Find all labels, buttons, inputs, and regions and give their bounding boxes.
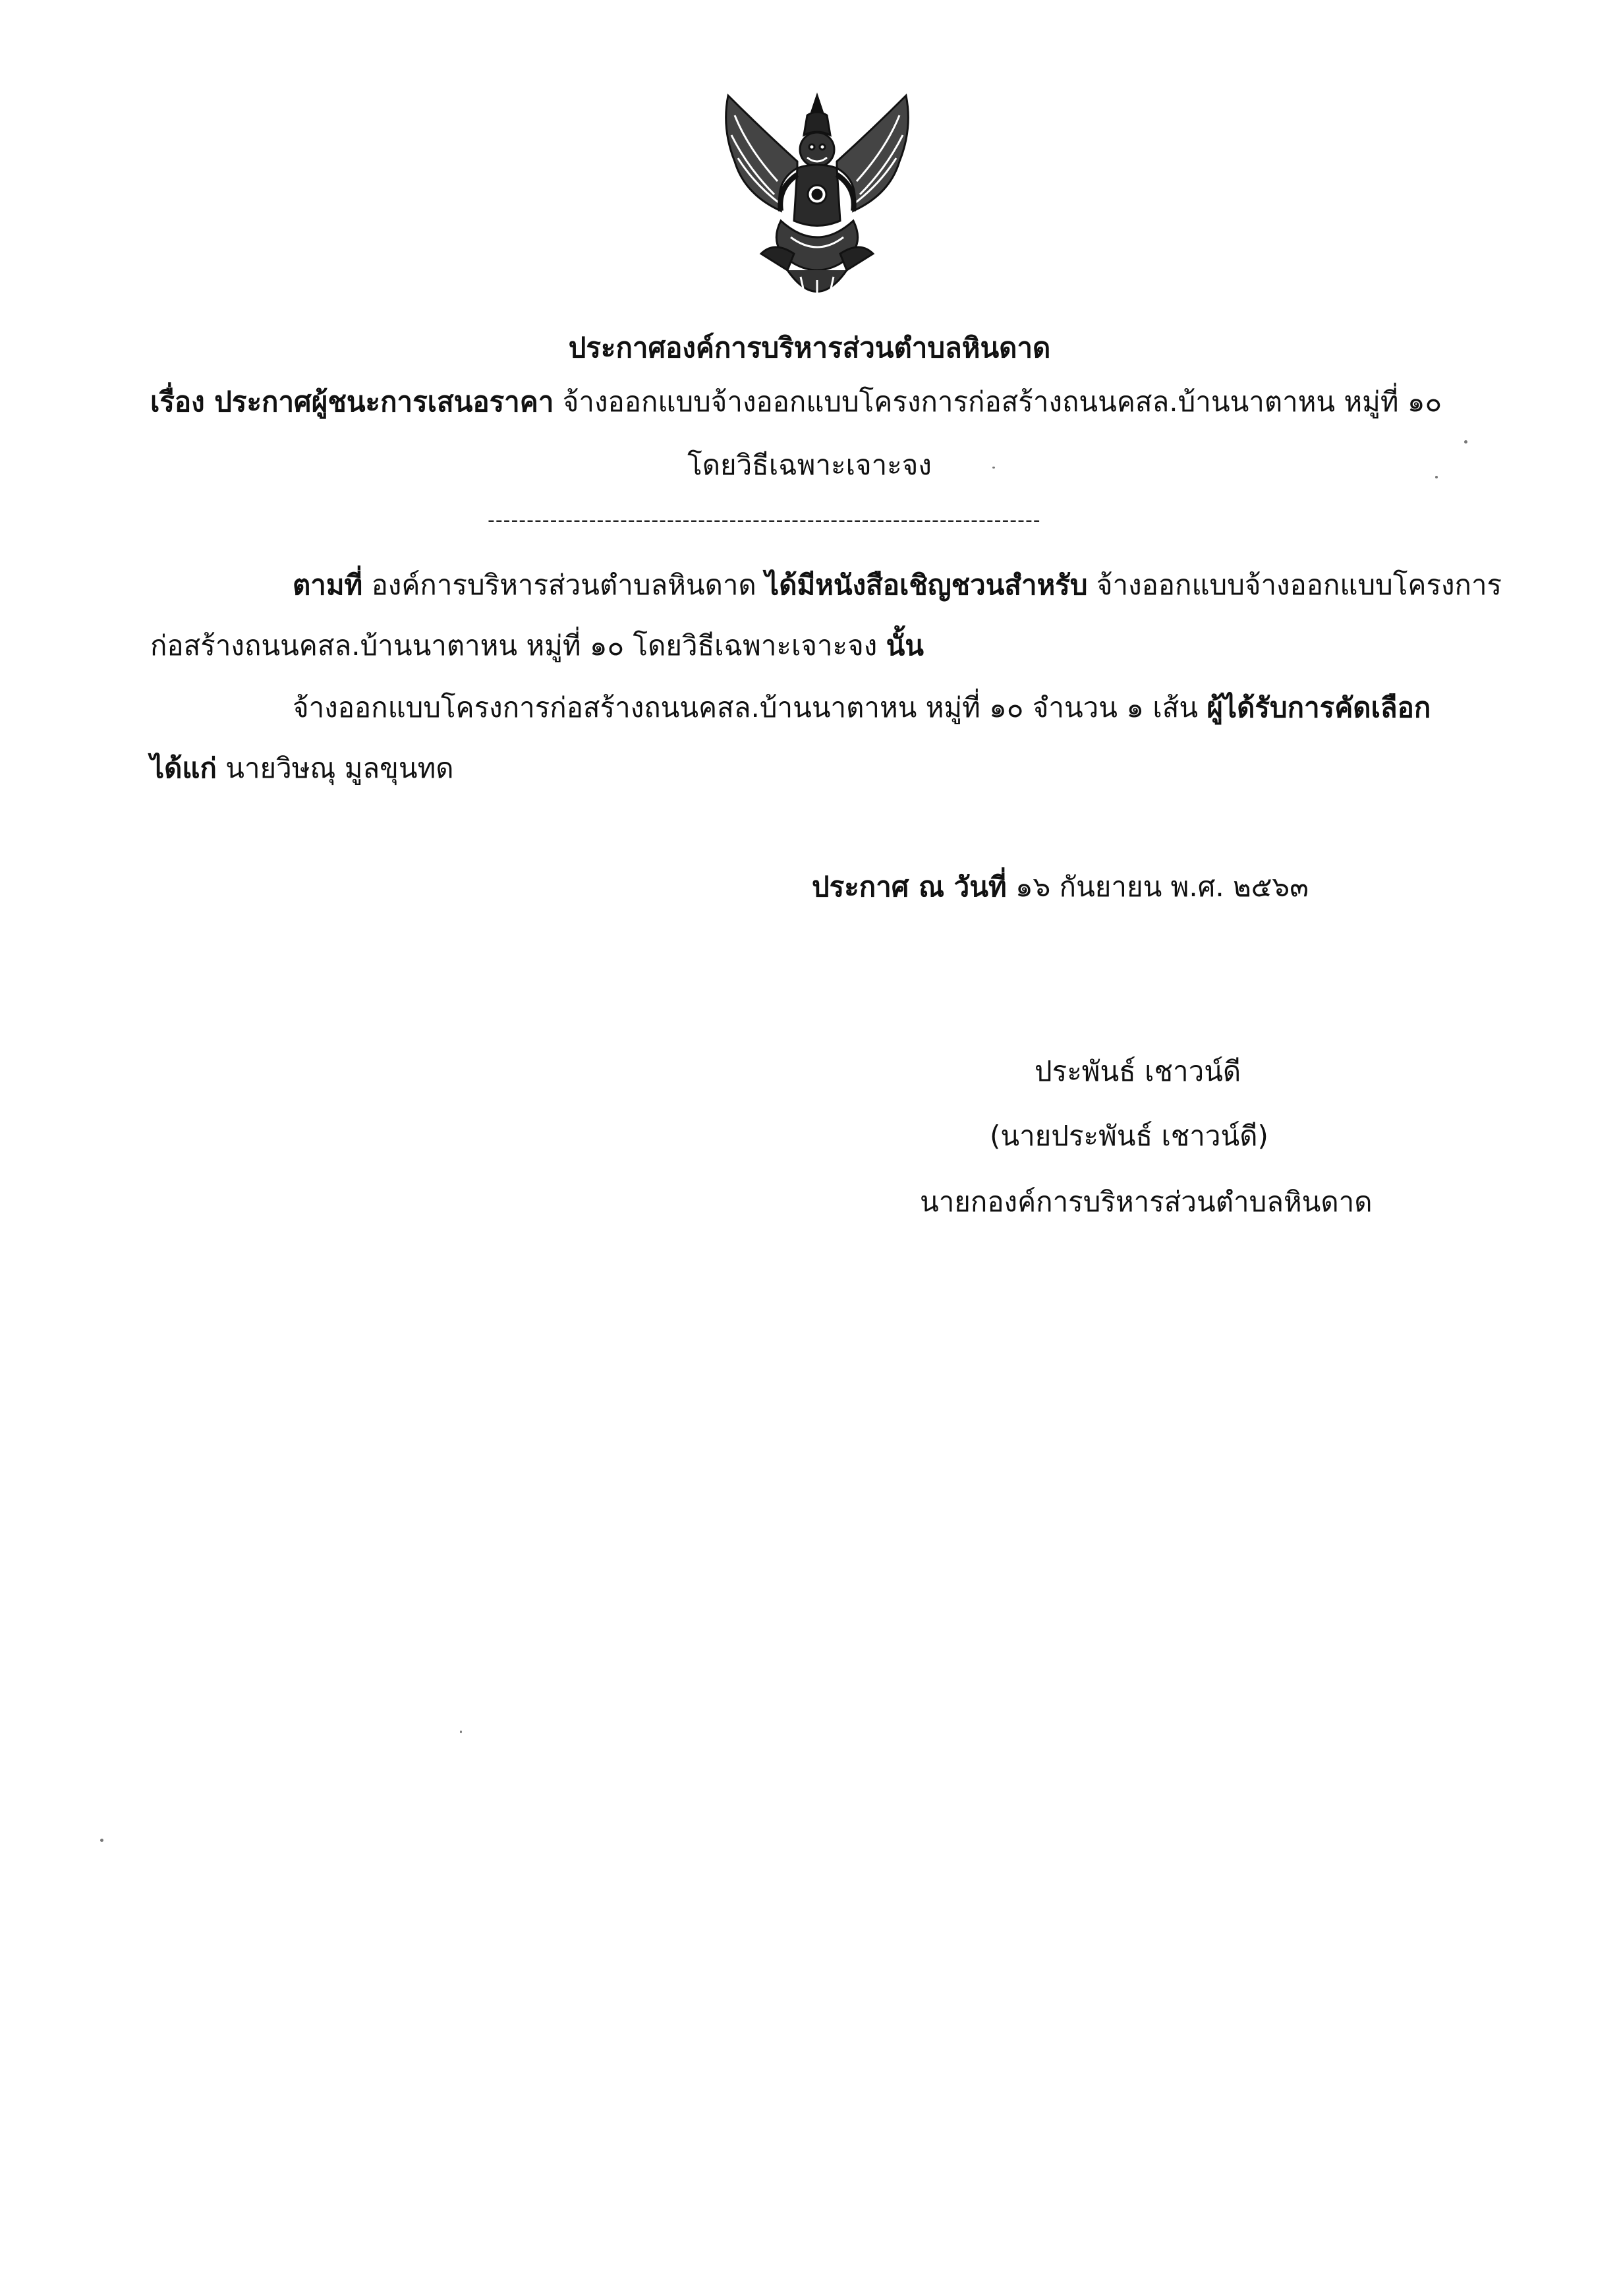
announcement-date (812, 867, 1309, 907)
scan-speck (1435, 476, 1438, 478)
signature-position: นายกองค์การบริหารส่วนตำบลหินดาด (920, 1186, 1373, 1218)
paragraph-2-line-1 (293, 688, 1431, 728)
p1-line2-text: ก่อสร้างถนนคสล.บ้านนาตาหน หมู่ที่ ๑๐ โดยวิธีเฉพาะเจาะจง (150, 629, 886, 662)
p1-text-2: จ้างออกแบบจ้างออกแบบโครงการ (1087, 569, 1502, 601)
p2-bold: ผู้ได้รับการคัดเลือก (1207, 691, 1431, 724)
subject-text: จ้างออกแบบจ้างออกแบบโครงการก่อสร้างถนนคสล.บ้านนาตาหน หมู่ที่ ๑๐ (554, 386, 1442, 418)
garuda-emblem-icon (708, 89, 926, 320)
subject-line (150, 382, 1442, 422)
scan-speck (1464, 440, 1467, 444)
scan-speck (992, 467, 995, 469)
paragraph-1-line-1 (293, 565, 1502, 605)
p2-line2-bold: ได้แก่ (150, 752, 217, 784)
p1-line2-bold: นั้น (886, 629, 924, 662)
scan-speck (460, 1731, 462, 1733)
p1-bold-2: ได้มีหนังสือเชิญชวนสำหรับ (765, 569, 1088, 601)
signature-full-name: (นายประพันธ์ เชาวน์ดี) (990, 1120, 1268, 1152)
paragraph-2-line-2 (150, 749, 454, 788)
scan-speck (100, 1839, 103, 1842)
signature-name: ประพันธ์ เชาวน์ดี (1035, 1055, 1241, 1087)
p2-text: จ้างออกแบบโครงการก่อสร้างถนนคสล.บ้านนาตาหน หมู่ที่ ๑๐ จำนวน ๑ เส้น (293, 691, 1207, 724)
date-value: ๑๖ กันยายน พ.ศ. ๒๕๖๓ (1006, 871, 1309, 903)
divider-line: ----------------------------------------------------------------------- (488, 509, 1041, 532)
page-title: ประกาศองค์การบริหารส่วนตำบลหินดาด (568, 331, 1051, 364)
subject-label: เรื่อง ประกาศผู้ชนะการเสนอราคา (150, 386, 554, 418)
p1-bold-1: ตามที่ (293, 569, 363, 601)
subject-line-2: โดยวิธีเฉพาะเจาะจง (687, 449, 932, 481)
p1-text-1: องค์การบริหารส่วนตำบลหินดาด (362, 569, 766, 601)
date-label: ประกาศ ณ วันที่ (812, 871, 1007, 903)
p2-line2-text: นายวิษณุ มูลขุนทด (216, 752, 454, 784)
paragraph-1-line-2 (150, 626, 924, 666)
